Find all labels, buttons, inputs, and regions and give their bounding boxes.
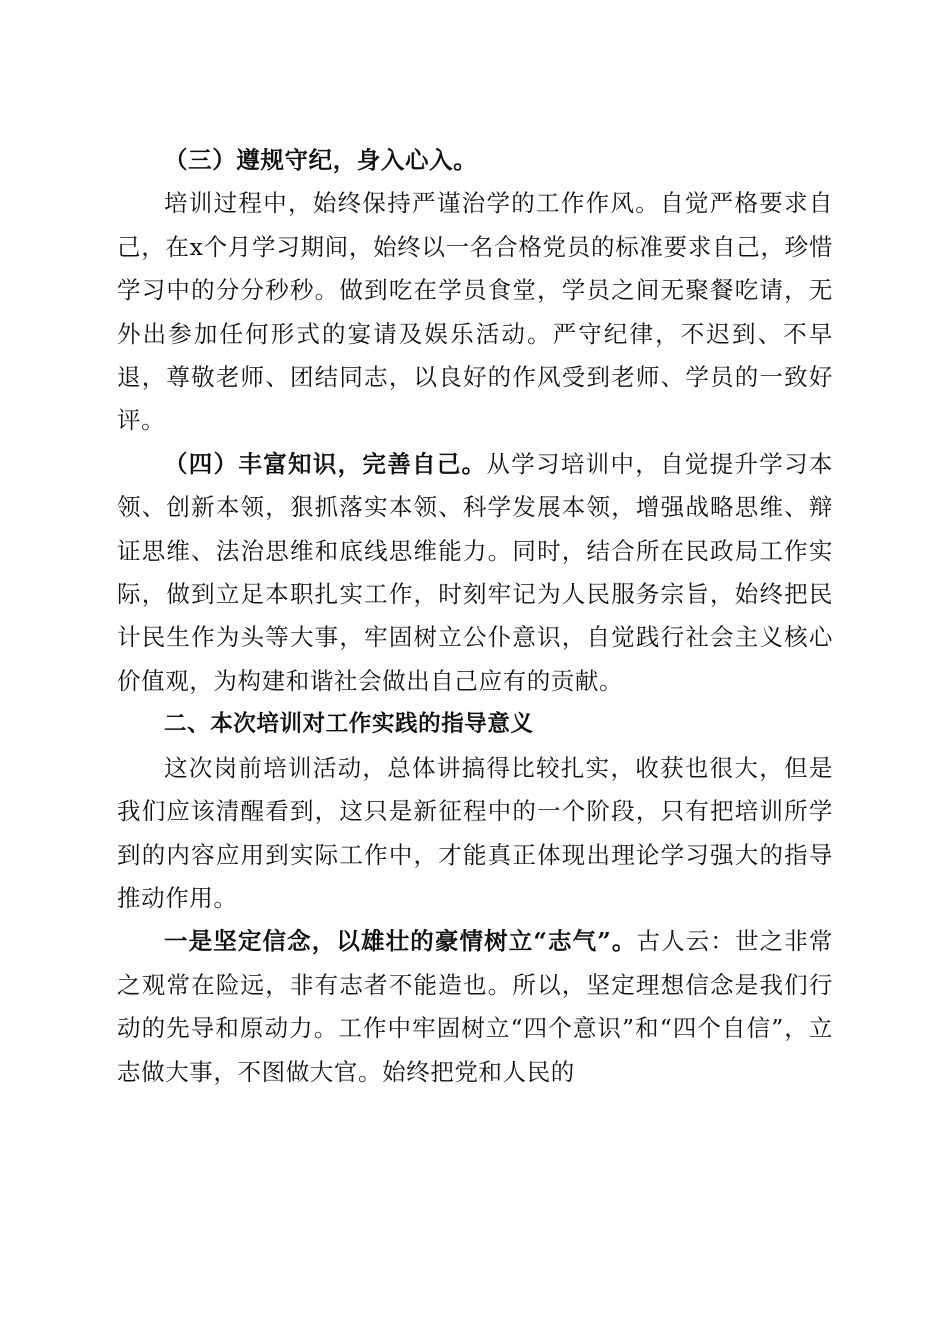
paragraph-belief (117, 920, 833, 1094)
paragraph-knowledge (117, 443, 833, 703)
paragraph-discipline: 培训过程中，始终保持严谨治学的工作作风。自觉严格要求自己，在x个月学习期间，始终以一名合格党员的标准要求自己，珍惜学习中的分分秒秒。做到吃在学员食堂，学员之间无聚餐吃请，无外出参加任何形式的宴请及娱乐活动。严守纪律，不迟到、不早退，尊敬老师、团结同志，以良好的作风受到老师、学员的一致好评。 (117, 189, 833, 435)
subsection-heading-4: （四）丰富知识，完善自己。 (164, 449, 487, 478)
paragraph-knowledge-text: 从学习培训中，自觉提升学习本领、创新本领，狠抓落实本领、科学发展本领，增强战略思维、辩证思维、法治思维和底线思维能力。同时，结合所在民政局工作实际，做到立足本职扎实工作，时刻牢记为人民服务宗旨，始终把民计民生作为头等大事，牢固树立公仆意识，自觉践行社会主义核心价值观，为构建和谐社会做出自己应有的贡献。 (117, 449, 833, 695)
document-body (117, 139, 833, 1094)
paragraph-belief-lead: 一是坚定信念，以雄壮的豪情树立“志气”。 (164, 927, 637, 956)
subsection-heading-3: （三）遵规守纪，身入心入。 (164, 146, 478, 174)
section-heading-2: 二、本次培训对工作实践的指导意义 (164, 711, 534, 738)
paragraph-summary: 这次岗前培训活动，总体讲搞得比较扎实，收获也很大，但是我们应该清醒看到，这只是新征程中的一个阶段，只有把培训所学到的内容应用到实际工作中，才能真正体现出理论学习强大的指导推动作用。 (117, 753, 833, 912)
paragraph-belief-text: 古人云：世之非常之观常在险远，非有志者不能造也。所以，坚定理想信念是我们行动的先导和原动力。工作中牢固树立“四个意识”和“四个自信”，立志做大事，不图做大官。始终把党和人民的 (117, 927, 833, 1086)
